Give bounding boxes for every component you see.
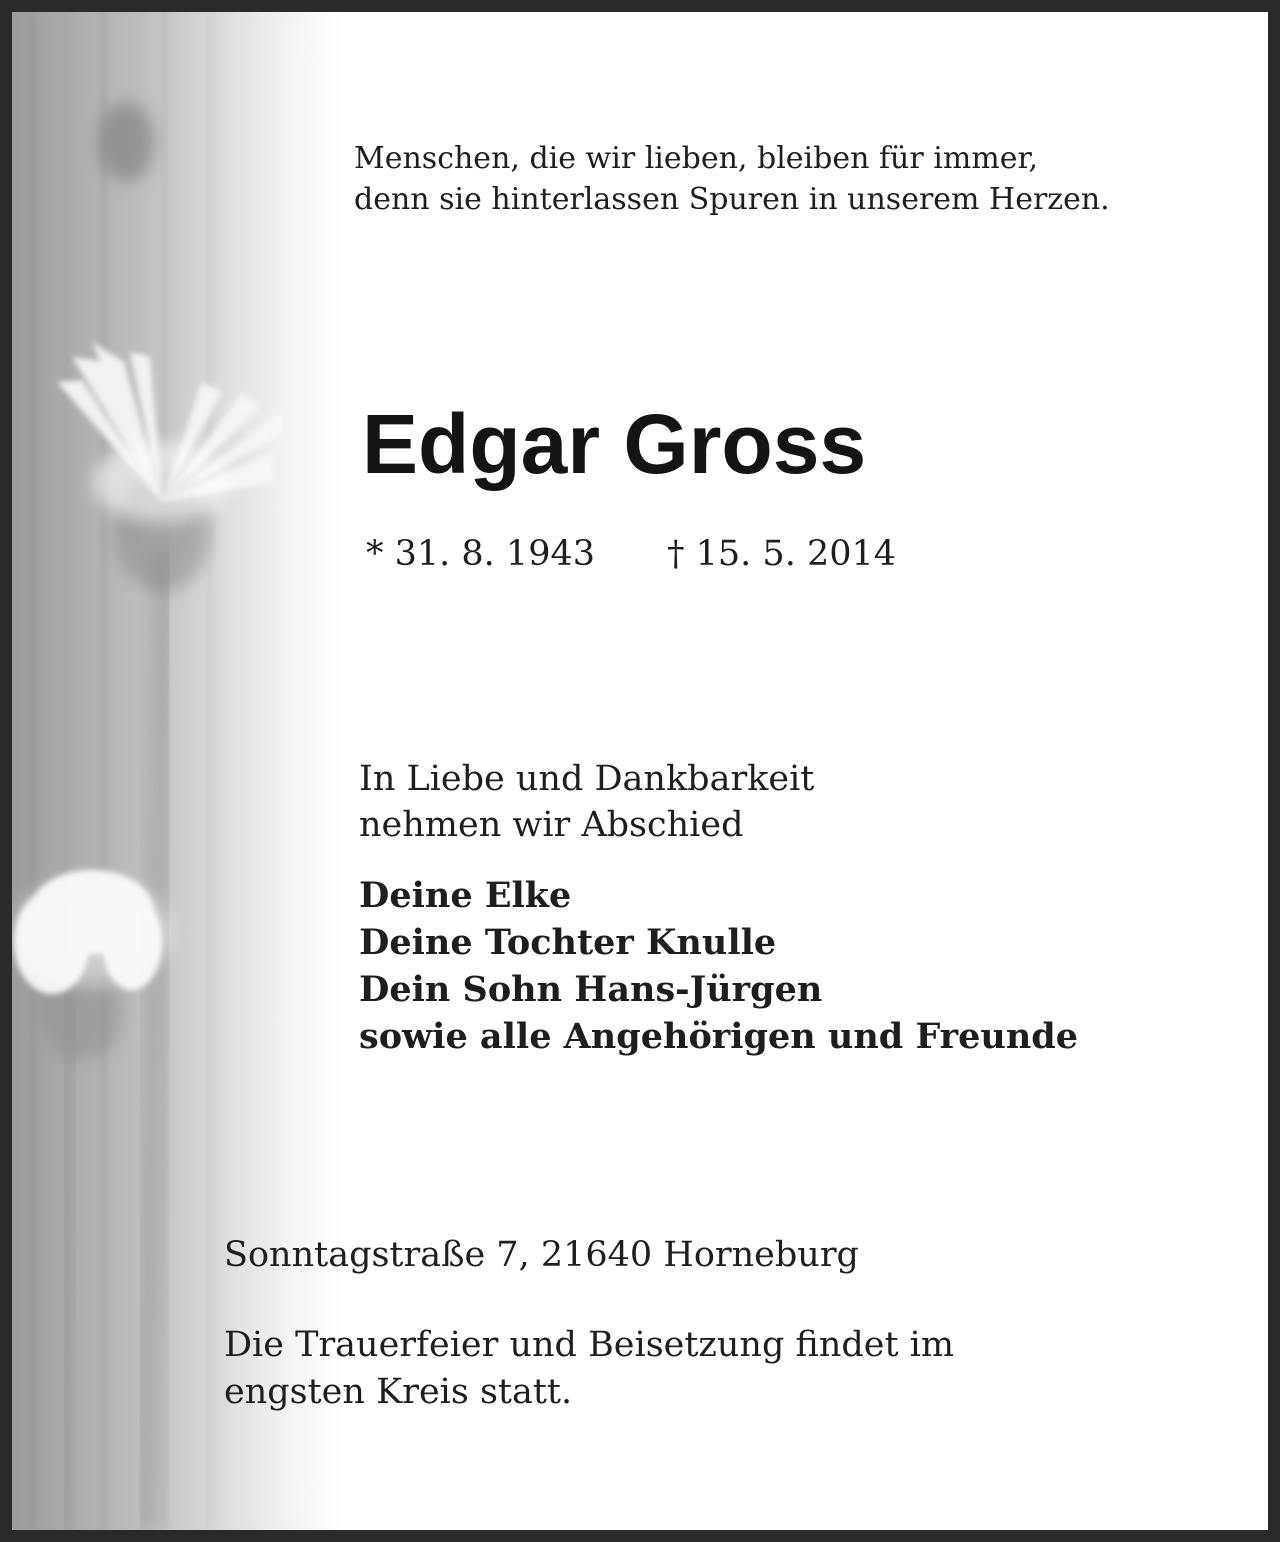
- ceremony-line: engsten Kreis statt.: [224, 1372, 573, 1412]
- motto-line: denn sie hinterlassen Spuren in unserem Herzen.: [354, 182, 1110, 217]
- farewell-text: [359, 756, 814, 848]
- farewell-line: nehmen wir Abschied: [359, 805, 744, 845]
- flower-illustration: [12, 12, 342, 1530]
- address: Sonntagstraße 7, 21640 Horneburg: [224, 1235, 859, 1275]
- mourner-line: Deine Tochter Knulle: [359, 922, 777, 963]
- mourner-line: sowie alle Angehörigen und Freunde: [359, 1016, 1079, 1057]
- farewell-line: In Liebe und Dankbarkeit: [359, 759, 815, 799]
- death-date: † 15. 5. 2014: [667, 534, 897, 574]
- life-dates: [366, 532, 896, 576]
- ceremony-line: Die Trauerfeier und Beisetzung findet im: [224, 1325, 955, 1365]
- mourners-list: [359, 872, 1078, 1060]
- mourner-line: Dein Sohn Hans-Jürgen: [359, 969, 823, 1010]
- birth-date: * 31. 8. 1943: [366, 534, 596, 574]
- ceremony-note: [224, 1322, 954, 1416]
- flower-photo: [12, 12, 342, 1530]
- motto-quote: [354, 138, 1234, 220]
- deceased-name: Edgar Gross: [362, 397, 867, 491]
- motto-line: Menschen, die wir lieben, bleiben für immer,: [354, 141, 1039, 176]
- mourner-line: Deine Elke: [359, 875, 572, 916]
